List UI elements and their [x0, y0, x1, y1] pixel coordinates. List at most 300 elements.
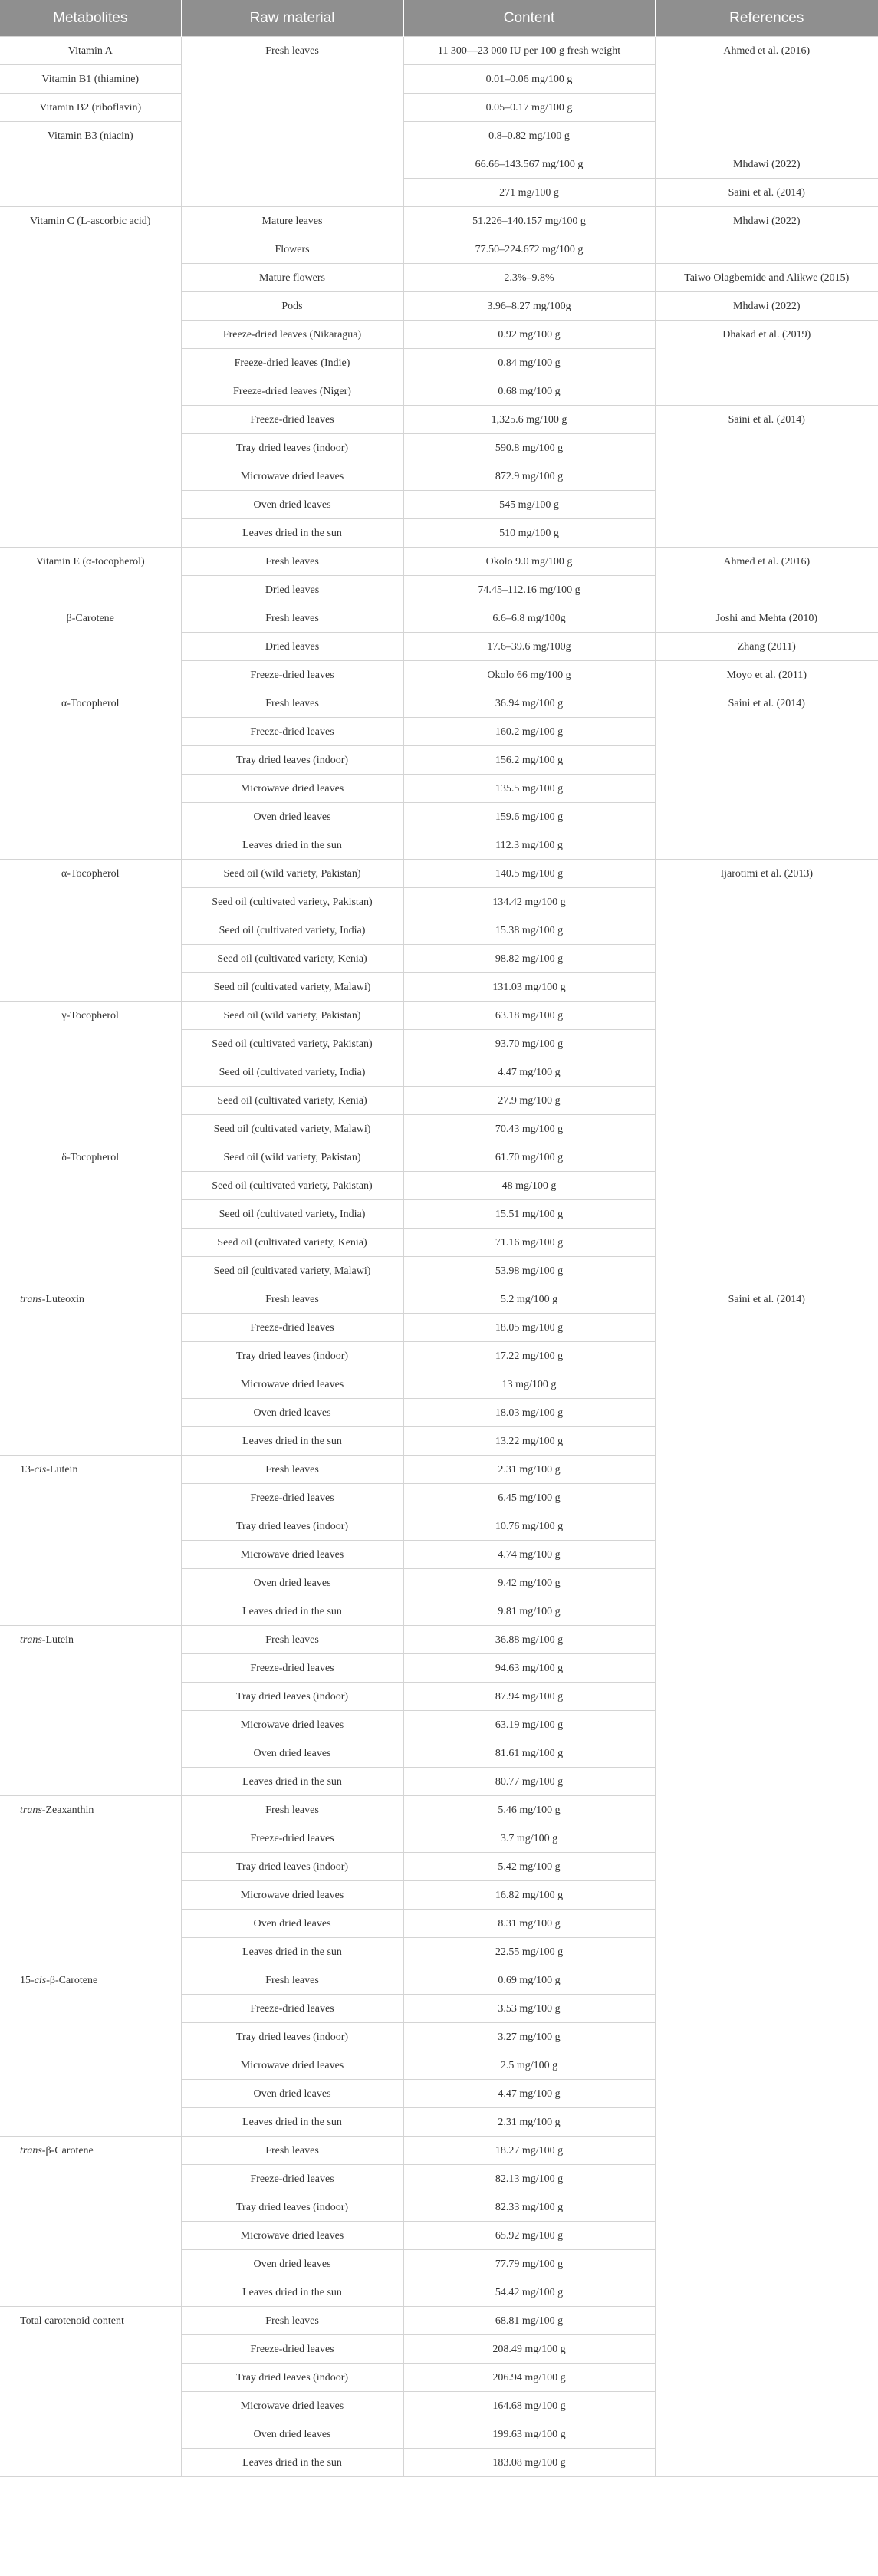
cell-text: Seed oil (cultivated variety, Malawi)	[213, 1265, 371, 1277]
cell-text: 93.70 mg/100 g	[495, 1038, 564, 1050]
table-cell	[181, 2137, 403, 2165]
cell-text: 63.18 mg/100 g	[495, 1009, 564, 1022]
table-cell	[403, 207, 655, 235]
cell-text: 77.79 mg/100 g	[495, 2258, 564, 2270]
table-cell	[0, 2307, 181, 2477]
table-cell	[181, 1768, 403, 1796]
cell-text: Dried leaves	[265, 640, 320, 653]
cell-text: 15.38 mg/100 g	[495, 924, 564, 936]
cell-text: Seed oil (cultivated variety, Malawi)	[213, 1123, 371, 1135]
cell-text-italic: trans	[20, 2145, 42, 2157]
table-cell	[655, 661, 878, 689]
table-cell	[403, 718, 655, 746]
cell-text: 3.53 mg/100 g	[498, 2002, 561, 2015]
table-cell	[181, 1143, 403, 1172]
cell-text: Seed oil (cultivated variety, Pakistan)	[212, 1179, 373, 1192]
table-cell	[181, 235, 403, 264]
cell-text: Tray dried leaves (indoor)	[235, 1690, 349, 1703]
cell-text: Flowers	[275, 243, 310, 255]
cell-text: Leaves dried in the sun	[242, 1775, 342, 1788]
cell-text: 11 300—23 000 IU per 100 g fresh weight	[437, 44, 621, 57]
table-cell	[403, 888, 655, 916]
table-cell	[0, 122, 181, 207]
cell-text: Vitamin B2 (riboflavin)	[39, 101, 142, 114]
cell-text: Mature leaves	[261, 215, 323, 227]
cell-text: 545 mg/100 g	[499, 498, 559, 511]
table-cell	[181, 1938, 403, 1966]
cell-text: Leaves dried in the sun	[242, 527, 342, 539]
table-cell	[181, 207, 403, 235]
table-cell	[403, 1172, 655, 1200]
table-row	[0, 604, 878, 633]
table-cell	[403, 321, 655, 349]
table-cell	[655, 860, 878, 1285]
table-cell	[655, 292, 878, 321]
table-cell	[181, 1597, 403, 1626]
cell-text: Microwave dried leaves	[240, 2229, 344, 2242]
cell-text: 94.63 mg/100 g	[495, 1662, 564, 1674]
cell-text: Microwave dried leaves	[240, 1378, 344, 1390]
cell-text: 0.84 mg/100 g	[498, 357, 561, 369]
cell-text: Freeze-dried leaves	[250, 1321, 334, 1334]
cell-text: Seed oil (cultivated variety, Pakistan)	[212, 896, 373, 908]
table-cell	[181, 1342, 403, 1370]
cell-text: 183.08 mg/100 g	[492, 2456, 566, 2469]
cell-text: Fresh leaves	[265, 2144, 319, 2157]
cell-text: Tray dried leaves (indoor)	[235, 1520, 349, 1532]
cell-text: 18.03 mg/100 g	[495, 1406, 564, 1419]
table-cell	[403, 576, 655, 604]
cell-text-italic: cis	[34, 1975, 47, 1986]
cell-text-suffix: -Lutein	[41, 1634, 74, 1646]
table-cell	[403, 1002, 655, 1030]
cell-text: Freeze-dried leaves	[250, 413, 334, 426]
cell-text: Mature flowers	[259, 271, 325, 284]
table-cell	[655, 548, 878, 604]
cell-text: 1,325.6 mg/100 g	[491, 413, 567, 426]
cell-text: Seed oil (wild variety, Pakistan)	[223, 1009, 361, 1022]
cell-text: 98.82 mg/100 g	[495, 952, 564, 965]
table-cell	[655, 37, 878, 150]
cell-text: Fresh leaves	[265, 612, 319, 624]
cell-text: Fresh leaves	[265, 1804, 319, 1816]
cell-text: 74.45–112.16 mg/100 g	[478, 584, 580, 596]
table-cell	[403, 973, 655, 1002]
cell-text: 8.31 mg/100 g	[498, 1917, 561, 1930]
cell-text: Dried leaves	[265, 584, 320, 596]
table-cell	[181, 860, 403, 888]
cell-text: Tray dried leaves (indoor)	[235, 442, 349, 454]
cell-text: Ijarotimi et al. (2013)	[720, 868, 814, 880]
cell-text: 4.47 mg/100 g	[498, 1066, 561, 1078]
table-cell	[403, 1654, 655, 1683]
cell-text: 87.94 mg/100 g	[495, 1690, 564, 1703]
table-cell	[403, 916, 655, 945]
table-cell	[181, 1087, 403, 1115]
table-cell	[403, 604, 655, 633]
cell-text: 0.68 mg/100 g	[498, 385, 561, 397]
cell-text: Freeze-dried leaves	[250, 2173, 334, 2185]
cell-text: Joshi and Mehta (2010)	[715, 612, 818, 624]
table-cell	[181, 406, 403, 434]
cell-text-italic: trans	[20, 1294, 42, 1305]
table-cell	[181, 1569, 403, 1597]
table-cell	[181, 1115, 403, 1143]
table-cell	[403, 2108, 655, 2137]
table-cell	[403, 2193, 655, 2222]
table-cell	[403, 2080, 655, 2108]
table-cell	[403, 803, 655, 831]
cell-text: α-Tocopherol	[61, 868, 120, 880]
cell-text: Taiwo Olagbemide and Alikwe (2015)	[684, 271, 850, 284]
table-cell	[0, 94, 181, 122]
table-cell	[403, 65, 655, 94]
header-metabolites: Metabolites	[0, 0, 181, 37]
table-cell	[403, 2449, 655, 2477]
table-cell	[403, 1115, 655, 1143]
table-cell	[181, 519, 403, 548]
table-cell	[181, 150, 403, 207]
table-cell	[181, 1285, 403, 1314]
table-cell	[403, 2051, 655, 2080]
table-cell	[403, 860, 655, 888]
cell-text: 208.49 mg/100 g	[492, 2343, 566, 2355]
table-cell	[403, 1512, 655, 1541]
cell-text: 65.92 mg/100 g	[495, 2229, 564, 2242]
table-cell	[403, 1200, 655, 1229]
cell-text: 17.6–39.6 mg/100g	[487, 640, 571, 653]
cell-text: Microwave dried leaves	[240, 782, 344, 795]
cell-text: Oven dried leaves	[253, 1577, 331, 1589]
cell-text: Leaves dried in the sun	[242, 2456, 342, 2469]
cell-text: 81.61 mg/100 g	[495, 1747, 564, 1759]
cell-text: Freeze-dried leaves	[250, 669, 334, 681]
cell-text: 0.01–0.06 mg/100 g	[485, 73, 573, 85]
table-cell	[403, 945, 655, 973]
table-cell	[181, 1002, 403, 1030]
cell-text: Microwave dried leaves	[240, 1548, 344, 1561]
cell-text: Freeze-dried leaves	[250, 725, 334, 738]
cell-text: α-Tocopherol	[61, 698, 120, 709]
cell-text: Seed oil (cultivated variety, India)	[219, 924, 366, 936]
cell-text: Zhang (2011)	[737, 640, 796, 653]
header-references: References	[655, 0, 878, 37]
cell-text: Microwave dried leaves	[240, 470, 344, 482]
cell-text-suffix: -Zeaxanthin	[41, 1805, 94, 1816]
cell-text: Oven dried leaves	[253, 2258, 331, 2270]
cell-text: Microwave dried leaves	[240, 2059, 344, 2071]
cell-text: Saini et al. (2014)	[728, 186, 805, 199]
header-raw-material: Raw material	[181, 0, 403, 37]
cell-text: Fresh leaves	[265, 697, 319, 709]
cell-text: Total carotenoid content	[20, 2315, 124, 2327]
table-cell	[181, 491, 403, 519]
cell-text: 71.16 mg/100 g	[495, 1236, 564, 1249]
table-cell	[403, 519, 655, 548]
table-cell	[403, 1370, 655, 1399]
cell-text: Freeze-dried leaves	[250, 1662, 334, 1674]
cell-text: Fresh leaves	[265, 555, 319, 568]
cell-text: Freeze-dried leaves (Indie)	[234, 357, 350, 369]
cell-text: Dhakad et al. (2019)	[722, 329, 811, 341]
cell-text: 6.45 mg/100 g	[498, 1492, 561, 1504]
cell-text: 2.31 mg/100 g	[498, 1463, 561, 1476]
cell-text: Freeze-dried leaves	[250, 1832, 334, 1844]
table-cell	[403, 746, 655, 775]
table-cell	[655, 406, 878, 548]
table-row	[0, 548, 878, 576]
cell-text: Leaves dried in the sun	[242, 839, 342, 851]
cell-text: 5.46 mg/100 g	[498, 1804, 561, 1816]
cell-text: Seed oil (cultivated variety, India)	[219, 1066, 366, 1078]
table-cell	[181, 1796, 403, 1824]
table-cell	[181, 292, 403, 321]
table-cell	[403, 548, 655, 576]
cell-text: 590.8 mg/100 g	[495, 442, 564, 454]
table-cell	[181, 831, 403, 860]
table-cell	[403, 1824, 655, 1853]
cell-text: Microwave dried leaves	[240, 1889, 344, 1901]
cell-text: Freeze-dried leaves	[250, 2343, 334, 2355]
cell-text: Seed oil (cultivated variety, India)	[219, 1208, 366, 1220]
cell-text: Leaves dried in the sun	[242, 1435, 342, 1447]
table-cell	[403, 150, 655, 179]
cell-text: Seed oil (cultivated variety, Kenia)	[217, 1236, 367, 1249]
table-row	[0, 1285, 878, 1314]
cell-text: 22.55 mg/100 g	[495, 1946, 564, 1958]
table-cell	[181, 945, 403, 973]
table-cell	[181, 2023, 403, 2051]
header-row	[0, 0, 878, 37]
table-cell	[0, 1002, 181, 1143]
cell-text: Microwave dried leaves	[240, 2400, 344, 2412]
table-row	[0, 207, 878, 235]
table-cell	[403, 1143, 655, 1172]
table-cell	[181, 1484, 403, 1512]
cell-text: Saini et al. (2014)	[728, 414, 805, 426]
cell-text: 27.9 mg/100 g	[498, 1094, 561, 1107]
table-cell	[0, 207, 181, 548]
cell-text-prefix: 13-	[20, 1464, 35, 1476]
table-cell	[403, 2137, 655, 2165]
table-cell	[181, 803, 403, 831]
cell-text: 6.6–6.8 mg/100g	[492, 612, 566, 624]
cell-text: 82.13 mg/100 g	[495, 2173, 564, 2185]
table-cell	[0, 65, 181, 94]
table-cell	[655, 179, 878, 207]
cell-text: Freeze-dried leaves (Niger)	[233, 385, 351, 397]
cell-text-prefix: 15-	[20, 1975, 35, 1986]
cell-text: 18.05 mg/100 g	[495, 1321, 564, 1334]
table-cell	[181, 2080, 403, 2108]
table-cell	[181, 1541, 403, 1569]
table-cell	[403, 2364, 655, 2392]
table-cell	[403, 1484, 655, 1512]
table-cell	[655, 633, 878, 661]
cell-text: 0.69 mg/100 g	[498, 1974, 561, 1986]
cell-text-suffix: -Lutein	[46, 1464, 78, 1476]
cell-text: 271 mg/100 g	[499, 186, 559, 199]
table-cell	[181, 888, 403, 916]
cell-text-italic: trans	[20, 1634, 42, 1646]
table-cell	[181, 2449, 403, 2477]
table-cell	[181, 1370, 403, 1399]
cell-text: 2.31 mg/100 g	[498, 2116, 561, 2128]
table-cell	[0, 37, 181, 65]
table-cell	[403, 1995, 655, 2023]
table-cell	[403, 122, 655, 150]
table-cell	[403, 1058, 655, 1087]
table-cell	[403, 1881, 655, 1910]
cell-text: γ-Tocopherol	[61, 1010, 119, 1022]
table-cell	[181, 434, 403, 462]
cell-text: Pods	[281, 300, 303, 312]
cell-text: Vitamin B1 (thiamine)	[41, 73, 140, 85]
cell-text: δ-Tocopherol	[61, 1152, 120, 1163]
table-cell	[403, 1739, 655, 1768]
table-row	[0, 689, 878, 718]
table-cell	[655, 150, 878, 179]
cell-text: Tray dried leaves (indoor)	[235, 2371, 349, 2384]
cell-text: Fresh leaves	[265, 1293, 319, 1305]
table-cell	[403, 1626, 655, 1654]
table-cell	[403, 2307, 655, 2335]
table-cell	[403, 1910, 655, 1938]
cell-text: Freeze-dried leaves	[250, 2002, 334, 2015]
cell-text: 53.98 mg/100 g	[495, 1265, 564, 1277]
cell-text: Saini et al. (2014)	[728, 1294, 805, 1305]
table-cell	[403, 661, 655, 689]
cell-text: Mhdawi (2022)	[733, 300, 801, 312]
cell-text: Vitamin E (α-tocopherol)	[35, 556, 145, 568]
table-cell	[181, 604, 403, 633]
header-content: Content	[403, 0, 655, 37]
table-cell	[655, 207, 878, 264]
cell-text: Vitamin C (L-ascorbic acid)	[30, 215, 151, 227]
cell-text: Seed oil (cultivated variety, Kenia)	[217, 952, 367, 965]
cell-text: Oven dried leaves	[253, 1917, 331, 1930]
table-cell	[403, 2250, 655, 2278]
table-cell	[403, 1285, 655, 1314]
cell-text: 54.42 mg/100 g	[495, 2286, 564, 2298]
cell-text: 0.92 mg/100 g	[498, 328, 561, 341]
cell-text: 9.42 mg/100 g	[498, 1577, 561, 1589]
table-cell	[181, 1910, 403, 1938]
table-cell	[403, 2392, 655, 2420]
table-cell	[181, 2364, 403, 2392]
table-cell	[181, 1739, 403, 1768]
table-row	[0, 37, 878, 65]
table-cell	[403, 689, 655, 718]
cell-text: Ahmed et al. (2016)	[723, 556, 811, 568]
table-cell	[181, 1427, 403, 1456]
cell-text: Mhdawi (2022)	[733, 215, 801, 227]
table-cell	[181, 746, 403, 775]
cell-text: 17.22 mg/100 g	[495, 1350, 564, 1362]
table-cell	[181, 37, 403, 150]
table-cell	[403, 1768, 655, 1796]
table-cell	[403, 1569, 655, 1597]
cell-text-italic: cis	[34, 1464, 47, 1476]
cell-text: Mhdawi (2022)	[733, 158, 801, 170]
cell-text: 5.2 mg/100 g	[500, 1293, 558, 1305]
table-cell	[403, 1796, 655, 1824]
cell-text: 18.27 mg/100 g	[495, 2144, 564, 2157]
cell-text: Leaves dried in the sun	[242, 2116, 342, 2128]
table-cell	[403, 1966, 655, 1995]
table-cell	[403, 491, 655, 519]
cell-text: 206.94 mg/100 g	[492, 2371, 566, 2384]
table-cell	[403, 1427, 655, 1456]
cell-text: 3.27 mg/100 g	[498, 2031, 561, 2043]
table-cell	[403, 1853, 655, 1881]
cell-text: 0.05–0.17 mg/100 g	[485, 101, 573, 114]
table-cell	[181, 548, 403, 576]
cell-text: 4.74 mg/100 g	[498, 1548, 561, 1561]
table-cell	[403, 2023, 655, 2051]
table-cell	[181, 2165, 403, 2193]
cell-text: Ahmed et al. (2016)	[723, 45, 811, 57]
cell-text: Leaves dried in the sun	[242, 1605, 342, 1617]
cell-text: Tray dried leaves (indoor)	[235, 754, 349, 766]
table-cell	[181, 1456, 403, 1484]
table-cell	[181, 1257, 403, 1285]
table-cell	[181, 689, 403, 718]
table-cell	[403, 2165, 655, 2193]
table-cell	[181, 1824, 403, 1853]
table-cell	[181, 718, 403, 746]
table-cell	[403, 1229, 655, 1257]
table-cell	[0, 548, 181, 604]
table-cell	[181, 1058, 403, 1087]
cell-text: 16.82 mg/100 g	[495, 1889, 564, 1901]
cell-text: 2.5 mg/100 g	[500, 2059, 558, 2071]
table-cell	[403, 2278, 655, 2307]
cell-text: 3.96–8.27 mg/100g	[487, 300, 571, 312]
cell-text: Tray dried leaves (indoor)	[235, 2201, 349, 2213]
cell-text: Fresh leaves	[265, 2314, 319, 2327]
table-cell	[403, 94, 655, 122]
table-cell	[0, 1456, 181, 1626]
cell-text: 66.66–143.567 mg/100 g	[475, 158, 584, 170]
cell-text: 36.88 mg/100 g	[495, 1633, 564, 1646]
table-cell	[655, 689, 878, 860]
table-cell	[0, 2137, 181, 2307]
table-cell	[181, 1229, 403, 1257]
cell-text: 0.8–0.82 mg/100 g	[488, 130, 570, 142]
cell-text: 82.33 mg/100 g	[495, 2201, 564, 2213]
cell-text: 510 mg/100 g	[499, 527, 559, 539]
cell-text: 48 mg/100 g	[501, 1179, 557, 1192]
cell-text: Seed oil (cultivated variety, Kenia)	[217, 1094, 367, 1107]
cell-text: Moyo et al. (2011)	[726, 669, 807, 681]
cell-text: Oven dried leaves	[253, 498, 331, 511]
table-cell	[181, 1966, 403, 1995]
cell-text: 4.47 mg/100 g	[498, 2087, 561, 2100]
table-cell	[0, 1966, 181, 2137]
cell-text: Tray dried leaves (indoor)	[235, 1860, 349, 1873]
table-cell	[181, 1172, 403, 1200]
table-cell	[403, 831, 655, 860]
table-cell	[403, 1938, 655, 1966]
cell-text: 156.2 mg/100 g	[495, 754, 564, 766]
cell-text: 36.94 mg/100 g	[495, 697, 564, 709]
table-cell	[181, 1399, 403, 1427]
cell-text: 51.226–140.157 mg/100 g	[472, 215, 586, 227]
table-cell	[181, 1683, 403, 1711]
cell-text: Seed oil (cultivated variety, Malawi)	[213, 981, 371, 993]
table-cell	[403, 37, 655, 65]
